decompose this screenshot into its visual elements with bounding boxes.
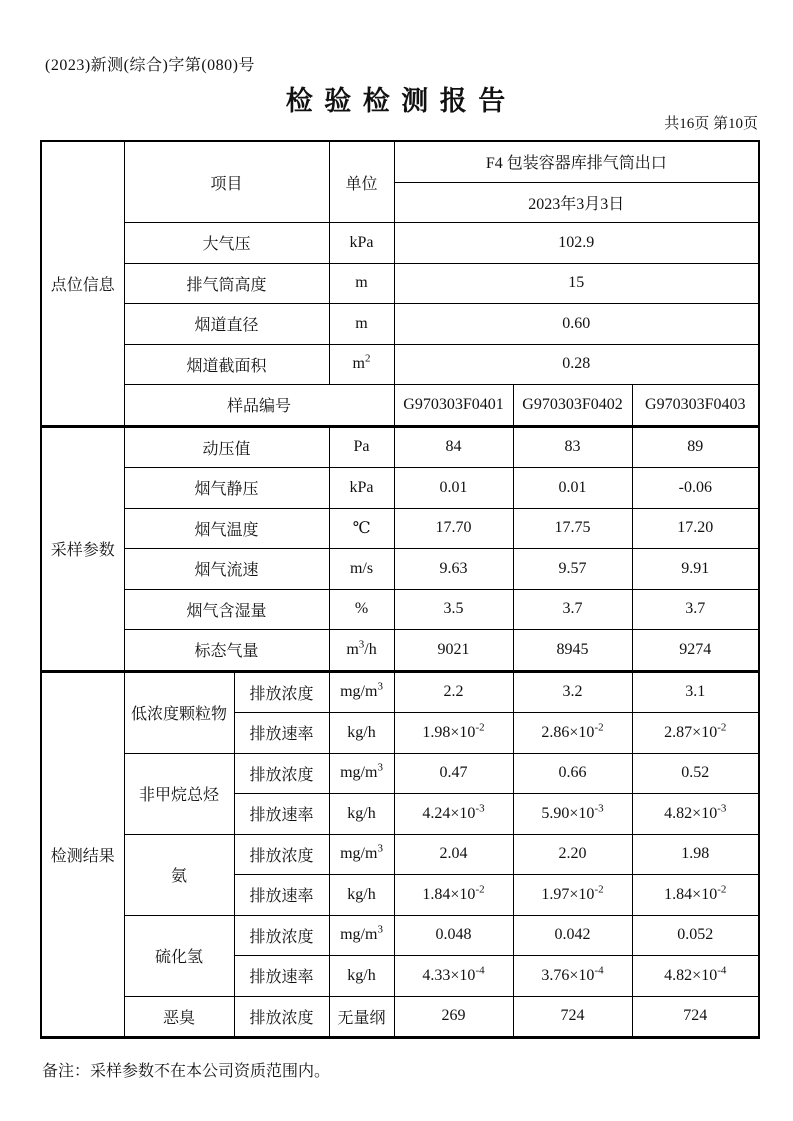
unit-cell: kPa xyxy=(329,223,394,264)
unit-cell: m xyxy=(329,304,394,345)
value-cell: 724 xyxy=(632,996,759,1038)
unit-cell: $m^3/h$ xyxy=(329,630,394,672)
table-row xyxy=(41,468,759,509)
value-cell: -0.06 xyxy=(632,468,759,509)
item-label: 烟道直径 xyxy=(124,304,329,345)
superscript: -2 xyxy=(717,883,727,896)
item-label-sample-id: 样品编号 xyxy=(124,385,394,427)
substance-label: 硫化氢 xyxy=(124,915,234,996)
value-cell: 89 xyxy=(632,426,759,468)
sampling-point: F4 包装容器库排气筒出口 xyxy=(394,141,759,182)
value-cell: $1.98\times 10^{-2}$ xyxy=(394,713,513,754)
page-title: 检 验 检 测 报 告 xyxy=(285,86,508,116)
unit-cell: $mg/m^3$ xyxy=(329,915,394,956)
item-label: 烟气含湿量 xyxy=(124,589,329,630)
value-cell: 0.052 xyxy=(632,915,759,956)
value-cell: 15 xyxy=(394,263,759,304)
value-cell: $5.90\times 10^{-3}$ xyxy=(513,794,632,835)
value-cell: 9274 xyxy=(632,630,759,672)
subitem-label: 排放速率 xyxy=(234,875,329,916)
unit-cell: $mg/m^3$ xyxy=(329,834,394,875)
table-row xyxy=(41,223,759,264)
value-cell: 3.7 xyxy=(632,589,759,630)
value-cell: 0.01 xyxy=(394,468,513,509)
value-cell: 0.47 xyxy=(394,753,513,794)
substance-label: 氨 xyxy=(124,834,234,915)
value-cell: 0.52 xyxy=(632,753,759,794)
superscript: -3 xyxy=(717,802,727,815)
column-header-unit: 单位 xyxy=(329,141,394,223)
table-row xyxy=(41,630,759,672)
section-label-test-results: 检测结果 xyxy=(41,671,124,1038)
section-label-sampling-params: 采样参数 xyxy=(41,426,124,671)
value-cell: 0.01 xyxy=(513,468,632,509)
item-label: 烟气温度 xyxy=(124,508,329,549)
subitem-label: 排放速率 xyxy=(234,713,329,754)
value-cell: 17.70 xyxy=(394,508,513,549)
subitem-label: 排放浓度 xyxy=(234,834,329,875)
value-cell: 9.91 xyxy=(632,549,759,590)
superscript: -2 xyxy=(475,883,485,896)
unit-cell: % xyxy=(329,589,394,630)
value-cell: 102.9 xyxy=(394,223,759,264)
remark-note: 备注：采样参数不在本公司资质范围内。 xyxy=(42,1063,331,1080)
superscript: -4 xyxy=(475,964,485,977)
value-cell: 8945 xyxy=(513,630,632,672)
value-cell: 1.98 xyxy=(632,834,759,875)
table-row xyxy=(41,304,759,345)
table-row xyxy=(41,996,759,1038)
unit-cell: kPa xyxy=(329,468,394,509)
value-cell: $4.82\times 10^{-4}$ xyxy=(632,956,759,997)
subitem-label: 排放浓度 xyxy=(234,671,329,713)
table-row xyxy=(41,141,759,182)
subitem-label: 排放浓度 xyxy=(234,753,329,794)
item-label: 大气压 xyxy=(124,223,329,264)
value-cell: 17.20 xyxy=(632,508,759,549)
page-count: 共16页 第10页 xyxy=(664,116,758,132)
value-cell: 3.7 xyxy=(513,589,632,630)
doc-number: (2023)新测(综合)字第(080)号 xyxy=(45,57,255,74)
value-cell: $2.86\times 10^{-2}$ xyxy=(513,713,632,754)
value-cell: 0.048 xyxy=(394,915,513,956)
item-label: 烟气静压 xyxy=(124,468,329,509)
table-row xyxy=(41,508,759,549)
superscript: -4 xyxy=(717,964,727,977)
table-row xyxy=(41,385,759,427)
value-cell: 9021 xyxy=(394,630,513,672)
table-row xyxy=(41,915,759,956)
value-cell: $1.84\times 10^{-2}$ xyxy=(632,875,759,916)
table-row xyxy=(41,263,759,304)
superscript: -3 xyxy=(475,802,485,815)
superscript: 3 xyxy=(377,842,383,855)
value-cell: 2.04 xyxy=(394,834,513,875)
superscript: 3 xyxy=(377,761,383,774)
value-cell: $4.33\times 10^{-4}$ xyxy=(394,956,513,997)
unit-cell: $mg/m^3$ xyxy=(329,671,394,713)
item-label: 动压值 xyxy=(124,426,329,468)
section-label-point-info: 点位信息 xyxy=(41,141,124,426)
column-header-item: 项目 xyxy=(124,141,329,223)
value-cell: 0.042 xyxy=(513,915,632,956)
value-cell: 9.57 xyxy=(513,549,632,590)
value-cell: 2.20 xyxy=(513,834,632,875)
unit-cell: kg/h xyxy=(329,875,394,916)
value-cell: 9.63 xyxy=(394,549,513,590)
value-cell: 0.60 xyxy=(394,304,759,345)
superscript: -2 xyxy=(717,721,727,734)
unit-cell: kg/h xyxy=(329,713,394,754)
value-cell: $4.24\times 10^{-3}$ xyxy=(394,794,513,835)
report-table-body xyxy=(41,141,759,1038)
subitem-label: 排放速率 xyxy=(234,956,329,997)
table-row xyxy=(41,671,759,713)
value-cell: 2.2 xyxy=(394,671,513,713)
sampling-date: 2023年3月3日 xyxy=(394,182,759,223)
item-label: 烟道截面积 xyxy=(124,344,329,385)
unit-cell: 无量纲 xyxy=(329,996,394,1038)
sample-id: G970303F0401 xyxy=(394,385,513,427)
value-cell: 724 xyxy=(513,996,632,1038)
unit-cell: kg/h xyxy=(329,794,394,835)
item-label: 烟气流速 xyxy=(124,549,329,590)
table-row xyxy=(41,344,759,385)
value-cell: 84 xyxy=(394,426,513,468)
superscript: -3 xyxy=(594,802,604,815)
table-row xyxy=(41,753,759,794)
superscript: -4 xyxy=(594,964,604,977)
value-cell: $1.97\times 10^{-2}$ xyxy=(513,875,632,916)
unit-cell: kg/h xyxy=(329,956,394,997)
item-label: 排气筒高度 xyxy=(124,263,329,304)
value-cell: 0.66 xyxy=(513,753,632,794)
sample-id: G970303F0402 xyxy=(513,385,632,427)
table-row xyxy=(41,589,759,630)
unit-cell: ℃ xyxy=(329,508,394,549)
value-cell: 3.1 xyxy=(632,671,759,713)
superscript: 3 xyxy=(358,638,365,651)
subitem-label: 排放速率 xyxy=(234,794,329,835)
unit-cell: m xyxy=(329,263,394,304)
value-cell: $2.87\times 10^{-2}$ xyxy=(632,713,759,754)
superscript: -2 xyxy=(594,721,604,734)
unit-cell: $m^2$ xyxy=(329,344,394,385)
superscript: -2 xyxy=(594,883,604,896)
superscript: -2 xyxy=(475,721,485,734)
report-table xyxy=(40,140,760,1039)
value-cell: 3.5 xyxy=(394,589,513,630)
value-cell: 83 xyxy=(513,426,632,468)
sample-id: G970303F0403 xyxy=(632,385,759,427)
unit-cell: Pa xyxy=(329,426,394,468)
superscript: 3 xyxy=(377,680,383,693)
value-cell: 17.75 xyxy=(513,508,632,549)
value-cell: 269 xyxy=(394,996,513,1038)
unit-cell: $mg/m^3$ xyxy=(329,753,394,794)
superscript: 3 xyxy=(377,923,383,936)
subitem-label: 排放浓度 xyxy=(234,915,329,956)
superscript: 2 xyxy=(364,352,371,365)
substance-label: 非甲烷总烃 xyxy=(124,753,234,834)
value-cell: $1.84\times 10^{-2}$ xyxy=(394,875,513,916)
value-cell: $4.82\times 10^{-3}$ xyxy=(632,794,759,835)
table-row xyxy=(41,426,759,468)
substance-label: 低浓度颗粒物 xyxy=(124,671,234,753)
table-row xyxy=(41,834,759,875)
unit-cell: m/s xyxy=(329,549,394,590)
subitem-label: 排放浓度 xyxy=(234,996,329,1038)
value-cell: 3.2 xyxy=(513,671,632,713)
substance-label: 恶臭 xyxy=(124,996,234,1038)
item-label: 标态气量 xyxy=(124,630,329,672)
value-cell: 0.28 xyxy=(394,344,759,385)
table-row xyxy=(41,549,759,590)
value-cell: $3.76\times 10^{-4}$ xyxy=(513,956,632,997)
